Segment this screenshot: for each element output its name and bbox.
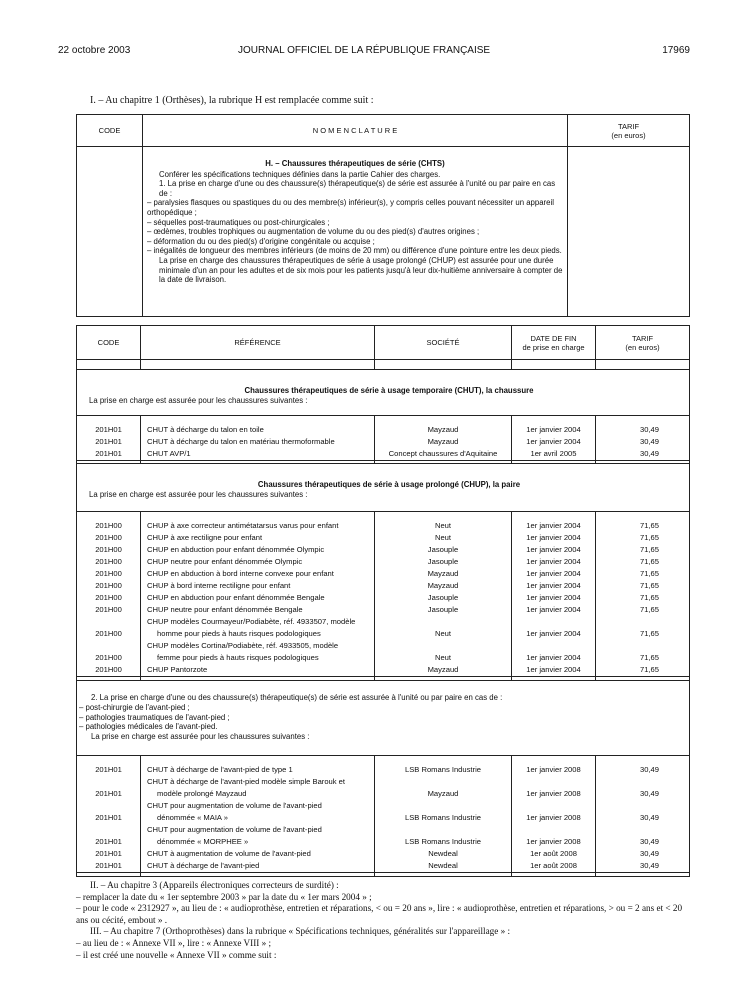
cell-date: 1er janvier 2004 — [512, 580, 596, 592]
cell-reference: CHUT à décharge du talon en matériau thermoformable — [141, 436, 375, 448]
table-row — [77, 824, 690, 848]
cell-code: 201H00 — [77, 556, 141, 568]
cell-tarif: 71,65 — [596, 640, 690, 664]
cell-date: 1er janvier 2004 — [512, 532, 596, 544]
table-row — [77, 556, 690, 568]
cell-reference: CHUP en abduction pour enfant dénommée Olympic — [141, 544, 375, 556]
cell-tarif: 71,65 — [596, 520, 690, 532]
cell-tarif: 71,65 — [596, 592, 690, 604]
cell-tarif: 71,65 — [596, 568, 690, 580]
cell-societe: Mayzaud — [375, 580, 512, 592]
col-reference: RÉFÉRENCE — [141, 326, 375, 360]
col-nomenclature: N O M E N C L A T U R E — [143, 115, 568, 147]
header-journal-title: JOURNAL OFFICIEL DE LA RÉPUBLIQUE FRANÇAISE — [238, 45, 491, 56]
cell-tarif: 71,65 — [596, 604, 690, 616]
cell-date: 1er janvier 2004 — [512, 520, 596, 532]
cell-date: 1er janvier 2008 — [512, 824, 596, 848]
cell-tarif: 30,49 — [596, 824, 690, 848]
cell-reference: CHUP neutre pour enfant dénommée Bengale — [141, 604, 375, 616]
cell-code: 201H00 — [77, 544, 141, 556]
cell-date: 1er janvier 2004 — [512, 604, 596, 616]
table-row — [77, 664, 690, 677]
cell-tarif: 30,49 — [596, 776, 690, 800]
section-avant-pied: 2. La prise en charge d'une ou des chaussure(s) thérapeutique(s) de série est assurée à l'unité ou par paire en cas de : – post-chirurgie de l'avant-pied ; – pathologies traumatiques de l'avant-pied ; – pathologies médicales de l'avant-pied. La prise en charge est assurée pour les chaussures suivantes : — [77, 681, 690, 756]
table-row — [77, 580, 690, 592]
table-row — [77, 616, 690, 640]
table-row — [77, 568, 690, 580]
cell-reference: CHUT à décharge de l'avant-pied de type 1 — [141, 764, 375, 776]
cell-societe: Neut — [375, 520, 512, 532]
cell-date: 1er janvier 2004 — [512, 568, 596, 580]
cell-code: 201H01 — [77, 764, 141, 776]
table-row — [77, 448, 690, 461]
cell-date: 1er janvier 2004 — [512, 436, 596, 448]
cell-code: 201H00 — [77, 592, 141, 604]
cell-reference: CHUP neutre pour enfant dénommée Olympic — [141, 556, 375, 568]
col-date: DATE DE FIN de prise en charge — [512, 326, 596, 360]
cell-code: 201H01 — [77, 436, 141, 448]
cell-tarif: 30,49 — [596, 800, 690, 824]
cell-societe: Neut — [375, 640, 512, 664]
cell-date: 1er janvier 2008 — [512, 776, 596, 800]
cell-societe: Mayzaud — [375, 664, 512, 677]
table-row — [77, 860, 690, 873]
table-row — [77, 764, 690, 776]
cell-tarif: 30,49 — [596, 448, 690, 461]
cell-reference: CHUP modèles Courmayeur/Podiabète, réf. 4933507, modèle homme pour pieds à hauts risques podologiques — [141, 616, 375, 640]
cell-tarif: 71,65 — [596, 544, 690, 556]
col-tarif: TARIF (en euros) — [568, 115, 690, 147]
table-row — [77, 640, 690, 664]
cell-tarif: 30,49 — [596, 436, 690, 448]
table-row — [77, 544, 690, 556]
cell-date: 1er janvier 2004 — [512, 544, 596, 556]
page-header — [58, 45, 690, 59]
header-page-number: 17969 — [662, 45, 690, 56]
nomenclature-table — [76, 114, 690, 317]
cell-tarif: 71,65 — [596, 556, 690, 568]
cell-code: 201H01 — [77, 800, 141, 824]
cell-societe: Neut — [375, 616, 512, 640]
cell-societe: Mayzaud — [375, 568, 512, 580]
cell-societe: Concept chaussures d'Aquitaine — [375, 448, 512, 461]
table-row — [77, 532, 690, 544]
header-date: 22 octobre 2003 — [58, 45, 131, 56]
cell-reference: CHUT à décharge de l'avant-pied — [141, 860, 375, 873]
cell-societe: LSB Romans Industrie — [375, 824, 512, 848]
cell-date: 1er janvier 2004 — [512, 640, 596, 664]
cell-code: 201H01 — [77, 860, 141, 873]
cell-code: 201H00 — [77, 616, 141, 640]
cell-date: 1er août 2008 — [512, 848, 596, 860]
table-row — [77, 800, 690, 824]
cell-tarif: 71,65 — [596, 616, 690, 640]
cell-tarif: 30,49 — [596, 860, 690, 873]
cell-reference: CHUT à décharge du talon en toile — [141, 424, 375, 436]
cell-date: 1er janvier 2004 — [512, 424, 596, 436]
cell-reference: CHUP Pantorzote — [141, 664, 375, 677]
cell-societe: Jasouple — [375, 604, 512, 616]
cell-code: 201H01 — [77, 848, 141, 860]
cell-code: 201H01 — [77, 448, 141, 461]
cell-reference: CHUP modèles Cortina/Podiabète, réf. 4933505, modèle femme pour pieds à hauts risques podologiques — [141, 640, 375, 664]
cell-date: 1er janvier 2004 — [512, 664, 596, 677]
cell-reference: CHUT à décharge de l'avant-pied modèle simple Barouk et modèle prolongé Mayzaud — [141, 776, 375, 800]
nomenclature-body: H. – Chaussures thérapeutiques de série (CHTS) Conférer les spécifications techniques définies dans la partie Cahier des charges. 1. La prise en charge d'une ou des chaussure(s) thérapeutique(s) de série est assurée à l'unité ou par paire en cas de : – paralysies flasques ou spastiques du ou des membre(s) inférieur(s), y compris celles pouvant nécessiter un appareil orthopédique ; – séquelles post-traumatiques ou post-chirurgicales ; – œdèmes, troubles trophiques ou augmentation de volume du ou des pied(s) d'autres origines ; – déformation du ou des pied(s) d'origine congénitale ou acquise ; – inégalités de longueur des membres inférieurs (de moins de 20 mm) ou différence d'une pointure entre les deux pieds. La prise en charge des chaussures thérapeutiques de série à usage prolongé (CHUP) est assurée pour une durée minimale d'un an pour les adultes et de six mois pour les patients jusqu'à leur dix-huitième anniversaire à compter de la date de livraison. — [143, 147, 568, 317]
cell-reference: CHUT AVP/1 — [141, 448, 375, 461]
cell-code: 201H00 — [77, 580, 141, 592]
cell-societe: Neut — [375, 532, 512, 544]
cell-societe: Jasouple — [375, 544, 512, 556]
cell-date: 1er août 2008 — [512, 860, 596, 873]
cell-code: 201H01 — [77, 824, 141, 848]
cell-reference: CHUT à augmentation de volume de l'avant-pied — [141, 848, 375, 860]
reference-table — [76, 325, 690, 877]
cell-reference: CHUP à axe correcteur antimétatarsus varus pour enfant — [141, 520, 375, 532]
intro-text: I. – Au chapitre 1 (Orthèses), la rubrique H est remplacée comme suit : — [90, 95, 374, 106]
cell-code: 201H00 — [77, 604, 141, 616]
cell-code: 201H00 — [77, 532, 141, 544]
section-chup: Chaussures thérapeutiques de série à usage prolongé (CHUP), la paire La prise en charge est assurée pour les chaussures suivantes : — [77, 464, 690, 512]
cell-tarif: 30,49 — [596, 848, 690, 860]
col-code: CODE — [77, 115, 143, 147]
table-row — [77, 604, 690, 616]
cell-code: 201H00 — [77, 664, 141, 677]
table-row — [77, 520, 690, 532]
table-row — [77, 436, 690, 448]
cell-date: 1er janvier 2008 — [512, 800, 596, 824]
cell-date: 1er janvier 2004 — [512, 616, 596, 640]
cell-code: 201H01 — [77, 776, 141, 800]
cell-societe: Mayzaud — [375, 776, 512, 800]
table-row — [77, 776, 690, 800]
cell-date: 1er janvier 2004 — [512, 592, 596, 604]
cell-tarif: 71,65 — [596, 664, 690, 677]
cell-reference: CHUP à axe rectiligne pour enfant — [141, 532, 375, 544]
cell-reference: CHUT pour augmentation de volume de l'avant-pied dénommée « MORPHEE » — [141, 824, 375, 848]
cell-code: 201H00 — [77, 568, 141, 580]
cell-tarif: 71,65 — [596, 532, 690, 544]
col-code: CODE — [77, 326, 141, 360]
col-societe: SOCIÉTÉ — [375, 326, 512, 360]
cell-societe: Mayzaud — [375, 436, 512, 448]
cell-societe: Mayzaud — [375, 424, 512, 436]
section-chut: Chaussures thérapeutiques de série à usage temporaire (CHUT), la chaussure La prise en charge est assurée pour les chaussures suivantes : — [77, 370, 690, 416]
footer-text: II. – Au chapitre 3 (Appareils électroniques correcteurs de surdité) : – remplacer la date du « 1er septembre 2003 » par la date du « 1er mars 2004 » ; – pour le code « 2312927 », au lieu de : « audioprothèse, entretien et réparations, < ou = 20 ans », lire : « audioprothèse, entretien et réparations, > ou = 2 ans et < 20 ans ou cécité, embout » . III. – Au chapitre 7 (Orthoprothèses) dans la rubrique « Spécifications techniques, généralités sur l'appareillage » : – au lieu de : « Annexe VII », lire : « Annexe VIII » ; – il est créé une nouvelle « Annexe VII » comme suit : — [76, 880, 683, 960]
cell-reference: CHUP en abduction à bord interne convexe pour enfant — [141, 568, 375, 580]
table-row — [77, 424, 690, 436]
cell-societe: Newdeal — [375, 860, 512, 873]
cell-tarif: 30,49 — [596, 424, 690, 436]
cell-code: 201H00 — [77, 520, 141, 532]
cell-reference: CHUP en abduction pour enfant dénommée Bengale — [141, 592, 375, 604]
cell-tarif: 71,65 — [596, 580, 690, 592]
cell-reference: CHUT pour augmentation de volume de l'avant-pied dénommée « MAIA » — [141, 800, 375, 824]
cell-societe: LSB Romans Industrie — [375, 764, 512, 776]
cell-societe: Jasouple — [375, 592, 512, 604]
cell-tarif: 30,49 — [596, 764, 690, 776]
cell-code: 201H01 — [77, 424, 141, 436]
section-title: H. – Chaussures thérapeutiques de série (CHTS) — [265, 159, 445, 168]
table-row — [77, 592, 690, 604]
cell-societe: LSB Romans Industrie — [375, 800, 512, 824]
cell-reference: CHUP à bord interne rectiligne pour enfant — [141, 580, 375, 592]
cell-date: 1er avril 2005 — [512, 448, 596, 461]
cell-date: 1er janvier 2004 — [512, 556, 596, 568]
cell-date: 1er janvier 2008 — [512, 764, 596, 776]
table-row — [77, 848, 690, 860]
cell-societe: Newdeal — [375, 848, 512, 860]
col-tarif: TARIF (en euros) — [596, 326, 690, 360]
cell-code: 201H00 — [77, 640, 141, 664]
cell-societe: Jasouple — [375, 556, 512, 568]
